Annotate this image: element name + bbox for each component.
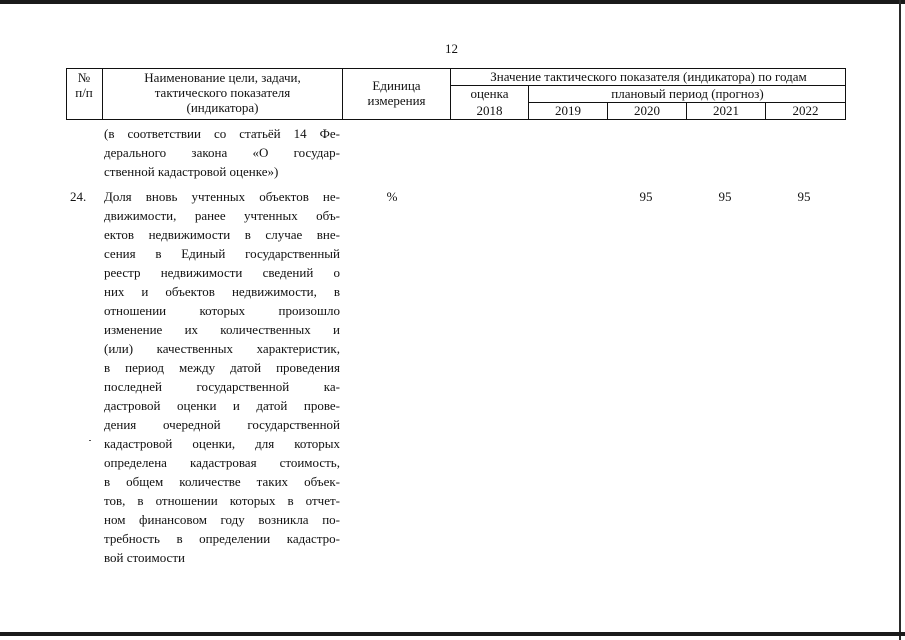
indicator-line: в общем количестве таких объек-: [104, 474, 340, 489]
indicator-line: дения очередной государственной: [104, 417, 340, 432]
indicator-line: сения в Единый государственный: [104, 246, 340, 261]
indicator-line: ном финансовом году возникла по-: [104, 512, 340, 527]
indicator-line: движимости, ранее учтенных объ-: [104, 208, 340, 223]
header-year-2019: 2019: [555, 103, 581, 118]
indicator-line: требность в определении кадастро-: [104, 531, 340, 546]
row-number: 24.: [70, 189, 87, 204]
header-border-bottom: [66, 119, 846, 120]
header-num: [66, 70, 102, 100]
scan-edge-right: [899, 0, 901, 640]
page-number: 12: [445, 41, 458, 56]
continuation-line: дерального закона «О государ-: [104, 145, 340, 160]
header-num-line-2: п/п: [75, 85, 93, 100]
scan-speck: [89, 440, 91, 441]
indicator-line: Доля вновь учтенных объектов не-: [104, 189, 340, 204]
indicator-line: (или) качественных характеристик,: [104, 341, 340, 356]
header-estimate: оценка: [470, 86, 509, 101]
value-2021: 95: [718, 189, 732, 204]
indicator-line: изменение их количественных и: [104, 322, 340, 337]
header-planned: плановый период (прогноз): [611, 86, 764, 101]
value-2022: 95: [797, 189, 811, 204]
header-year-2018: 2018: [476, 103, 503, 118]
indicator-line: кадастровой оценки, для которых: [104, 436, 340, 451]
scan-edge-top: [0, 0, 905, 4]
row-unit: %: [386, 189, 398, 204]
continuation-text: [104, 124, 340, 181]
scan-edge-bottom: [0, 632, 905, 636]
header-year-2022: 2022: [792, 103, 819, 118]
header-name-line-2: тактического показателя: [154, 85, 291, 100]
indicator-line: в период между датой проведения: [104, 360, 340, 375]
header-year-2020: 2020: [634, 103, 660, 118]
indicator-line: определена кадастровая стоимость,: [104, 455, 340, 470]
indicator-line: ектов недвижимости в случае вне-: [104, 227, 340, 242]
header-name: [103, 70, 342, 115]
indicator-line: тов, в отношении которых в отчет-: [104, 493, 340, 508]
indicator-line: вой стоимости: [104, 550, 185, 565]
continuation-line: (в соответствии со статьёй 14 Фе-: [104, 126, 340, 141]
header-num-line-1: №: [77, 70, 91, 85]
indicator-line: них и объектов недвижимости, в: [104, 284, 340, 299]
header-group-title: Значение тактического показателя (индикатора) по годам: [490, 69, 807, 84]
indicator-line: реестр недвижимости сведений о: [104, 265, 340, 280]
indicator-line: отношении которых произошло: [104, 303, 340, 318]
value-2020: 95: [639, 189, 653, 204]
header-unit-line-1: Единица: [372, 78, 421, 93]
row-indicator-name: [104, 187, 340, 567]
continuation-line: ственной кадастровой оценке»): [104, 164, 279, 179]
indicator-line: последней государственной ка-: [104, 379, 340, 394]
header-name-line-1: Наименование цели, задачи,: [144, 70, 301, 85]
header-name-line-3: (индикатора): [186, 100, 259, 115]
header-unit-line-2: измерения: [367, 93, 426, 108]
table-header: [66, 68, 846, 120]
indicator-line: дастровой оценки и датой прове-: [104, 398, 340, 413]
header-year-2021: 2021: [713, 103, 739, 118]
header-unit: [343, 78, 450, 108]
